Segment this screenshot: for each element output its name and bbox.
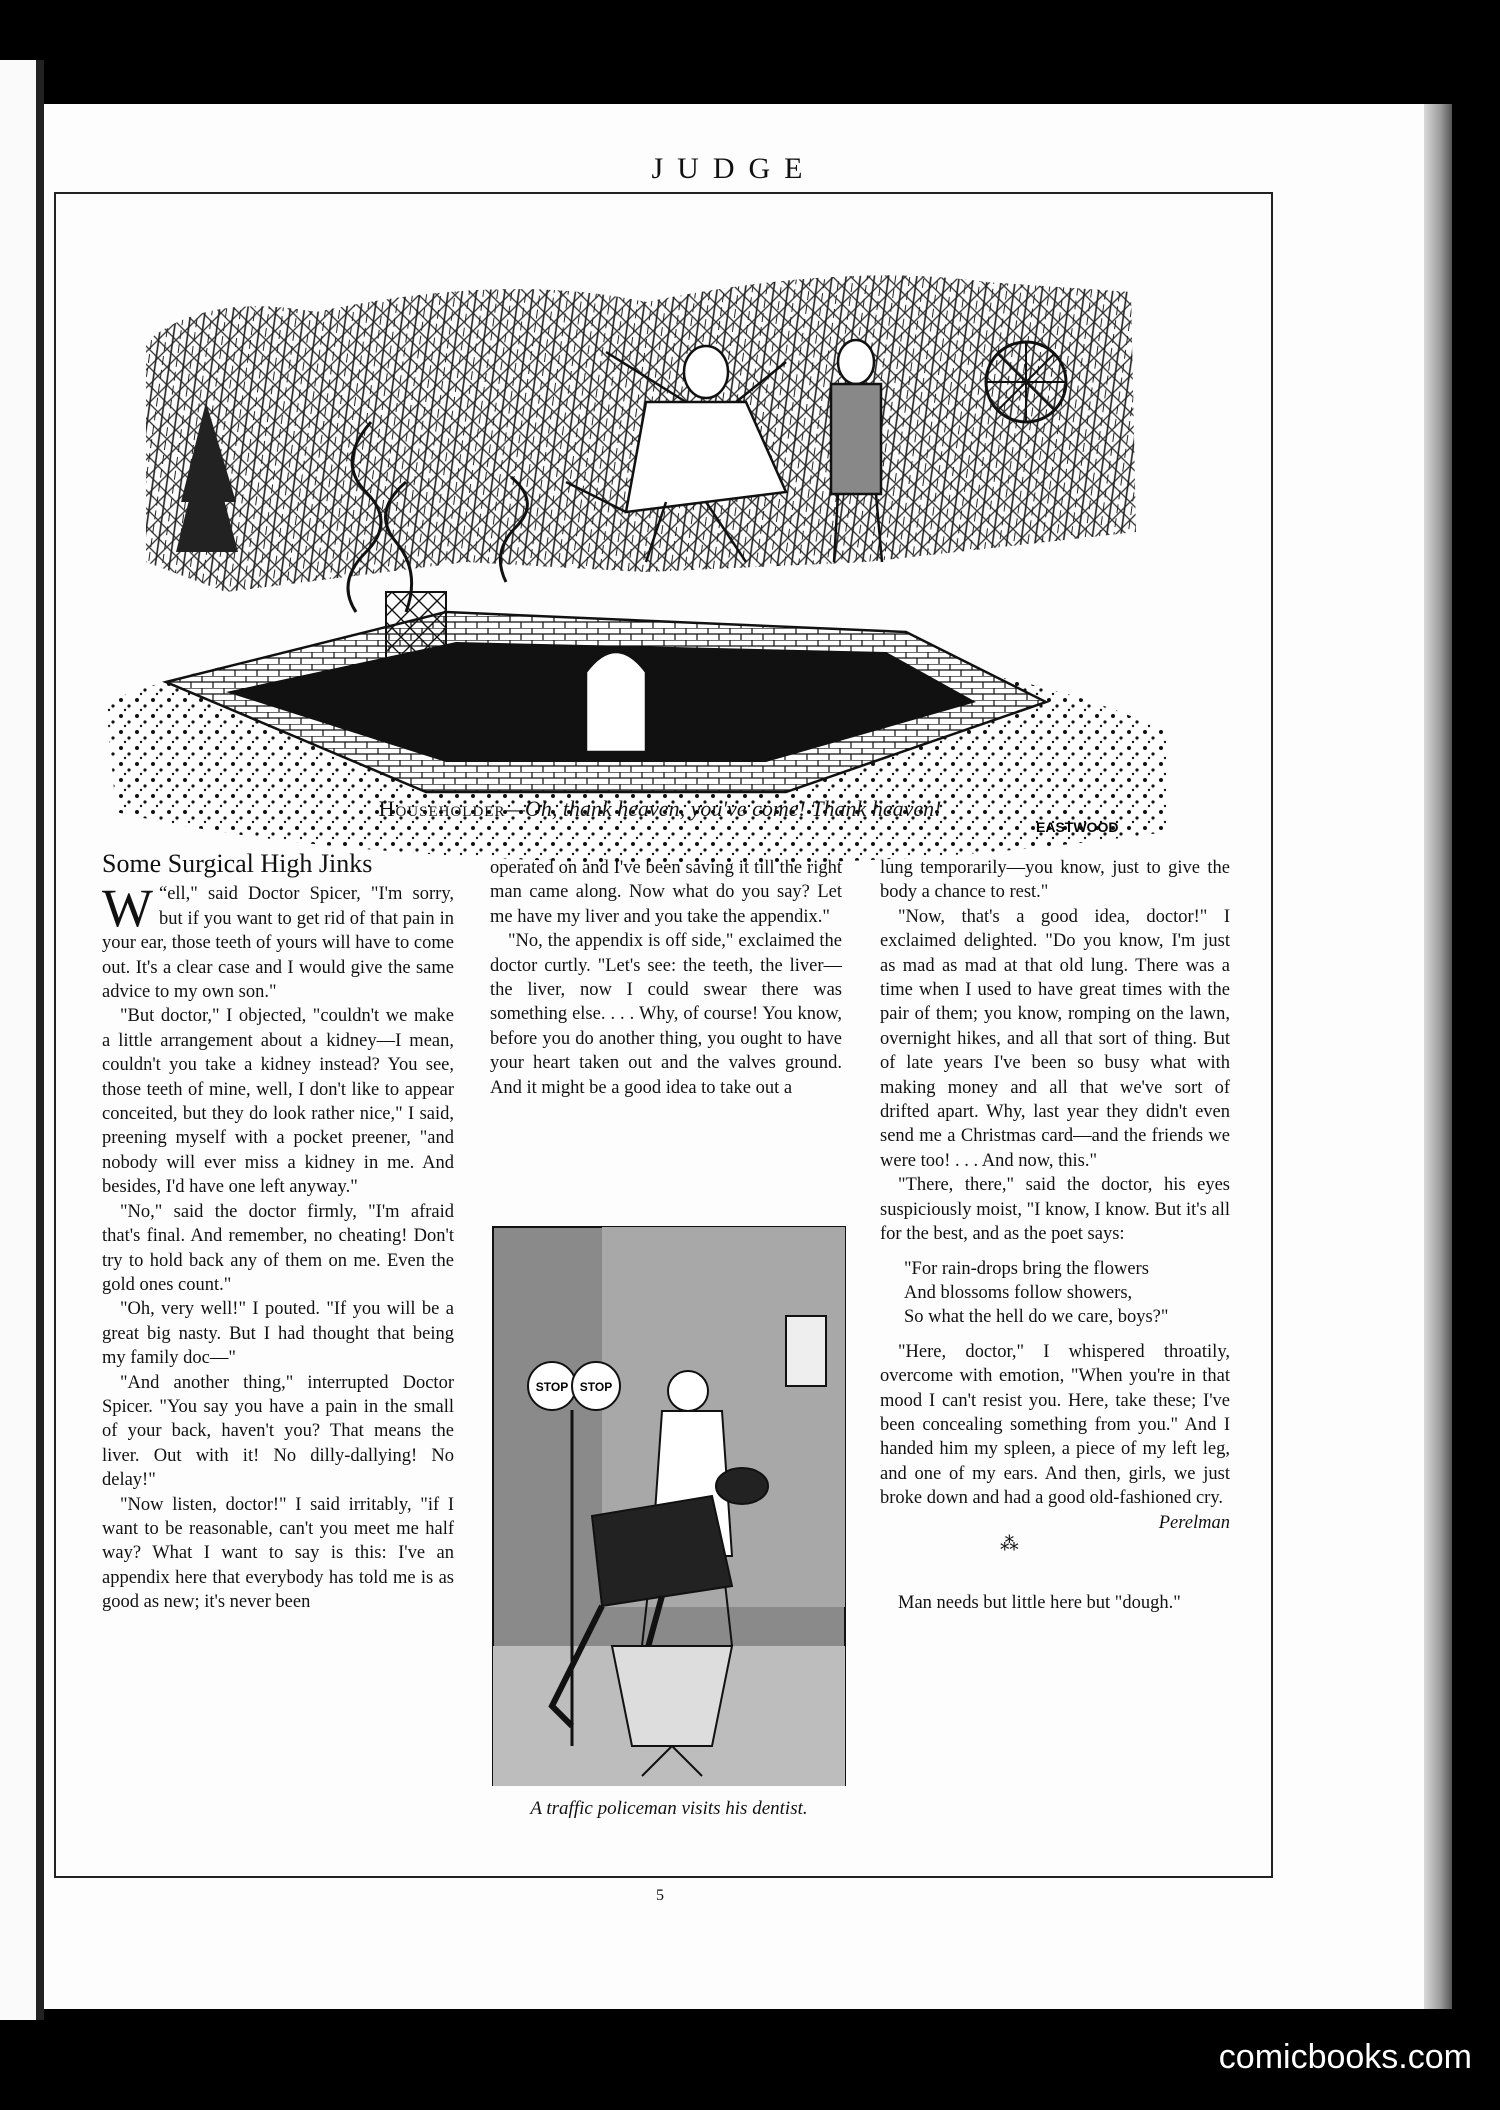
paragraph: lung temporarily—you know, just to give the body a chance to rest." xyxy=(880,858,1230,903)
svg-text:STOP: STOP xyxy=(535,1380,569,1394)
article-column-3 xyxy=(880,856,1230,1615)
paragraph: "Now, that's a good idea, doctor!" I exclaimed delighted. "Do you know, I'm just as mad as mad at that old lung. There was a time when I used to have great times with the pair of them; you know, romping on the lawn, overnight hikes, and all that sort of thing. But of late years I've been so busy what with making money and all that we've sort of drifted apart. Why, last year they didn't even send me a Christmas card—and the friends we were too! . . . And now, this." xyxy=(880,906,1230,1171)
svg-text:STOP: STOP xyxy=(579,1380,613,1394)
magazine-masthead: JUDGE xyxy=(651,152,817,185)
paragraph: "Here, doctor," I whispered throatily, overcome with emotion, "When you're in that mood I can't resist you. Here, take these; I've been concealing something from you." And I handed him my spleen, a piece of my left leg, and one of my ears. And then, girls, we just broke down and had a good old-fashioned cry. Perelman xyxy=(880,1340,1230,1511)
page-number: 5 xyxy=(656,1887,664,1904)
paragraph: "No," said the doctor firmly, "I'm afraid that's final. And remember, no cheating! Don't try to hold back any of them on me. Even the gold ones count." xyxy=(102,1201,454,1295)
paragraph: "But doctor," I objected, "couldn't we make a little arrangement about a kidney—I mean, couldn't you take a kidney instead? You see, those teeth of mine, well, I don't like to appear conceited, but they do look rather nice," I said, preening myself with a pocket preener, "and nobody will ever miss a kidney in me. And besides, I'd have one left anyway." xyxy=(102,1006,454,1198)
paragraph: operated on and I've been saving it till the right man came along. Now what do you say? Let me have my liver and you take the appendix." xyxy=(490,858,842,927)
verse-line: So what the hell do we care, boys?" xyxy=(904,1307,1169,1328)
cartoon-signature: EASTWOOD xyxy=(1036,819,1119,835)
paragraph: "Oh, very well!" I pouted. "If you will be a great big nasty. But I had thought that being my family doc—" xyxy=(102,1299,454,1369)
page-gutter xyxy=(36,60,44,2020)
paragraph: "Now listen, doctor!" I said irritably, "if I want to be reasonable, can't you meet me half way? What I want to say is this: I've an appendix here that everybody has told me is as good as new; it's never been xyxy=(102,1494,454,1613)
site-watermark: comicbooks.com xyxy=(1218,2038,1472,2076)
paragraph: "No, the appendix is off side," exclaimed the doctor curtly. "Let's see: the teeth, the liver—the liver, now I could swear there was something else. . . . Why, of course! You know, before you do another thing, you ought to have your heart taken out and the valves ground. And it might be a good idea to take out a xyxy=(490,931,842,1098)
dentist-cartoon-caption: A traffic policeman visits his dentist. xyxy=(530,1798,808,1819)
book-spine-edge xyxy=(1424,104,1452,2009)
caption-text: —Oh, thank heaven, you've come! Thank heaven! xyxy=(505,796,942,821)
poem-verse xyxy=(904,1257,1230,1330)
magazine-page xyxy=(44,104,1424,2009)
paragraph: “ W ell," said Doctor Spicer, "I'm sorry, but if you want to get rid of that pain in your ear, those teeth of yours will have to come out. It's a clear case and I would give the same advice to my own son." xyxy=(102,878,454,1003)
dentist-cartoon xyxy=(492,1226,846,1786)
filler-quip: Man needs but little here but "dough." xyxy=(898,1592,1181,1613)
caption-speaker: Householder xyxy=(378,796,506,821)
article-column-2 xyxy=(490,856,842,1100)
section-divider: ⁂ xyxy=(1000,1534,1021,1555)
paragraph: "And another thing," interrupted Doctor Spicer. "You say you have a pain in the small of your back, haven't you? That means the liver. Out with it! No dilly-dallying! No delay!" xyxy=(102,1372,454,1491)
article-column-1 xyxy=(102,849,454,1615)
cartoon-caption xyxy=(44,796,1276,822)
paragraph: "There, there," said the doctor, his eyes suspiciously moist, "I know, I know. But it's all for the best, and as the poet says: xyxy=(880,1175,1230,1245)
householder-cartoon xyxy=(86,232,1216,892)
article-title: Some Surgical High Jinks xyxy=(102,849,373,878)
drop-cap: W xyxy=(102,878,153,939)
author-signature: Perelman xyxy=(1158,1512,1230,1533)
previous-page-edge xyxy=(0,60,36,2020)
verse-line: And blossoms follow showers, xyxy=(904,1282,1133,1303)
verse-line: "For rain-drops bring the flowers xyxy=(904,1258,1149,1279)
